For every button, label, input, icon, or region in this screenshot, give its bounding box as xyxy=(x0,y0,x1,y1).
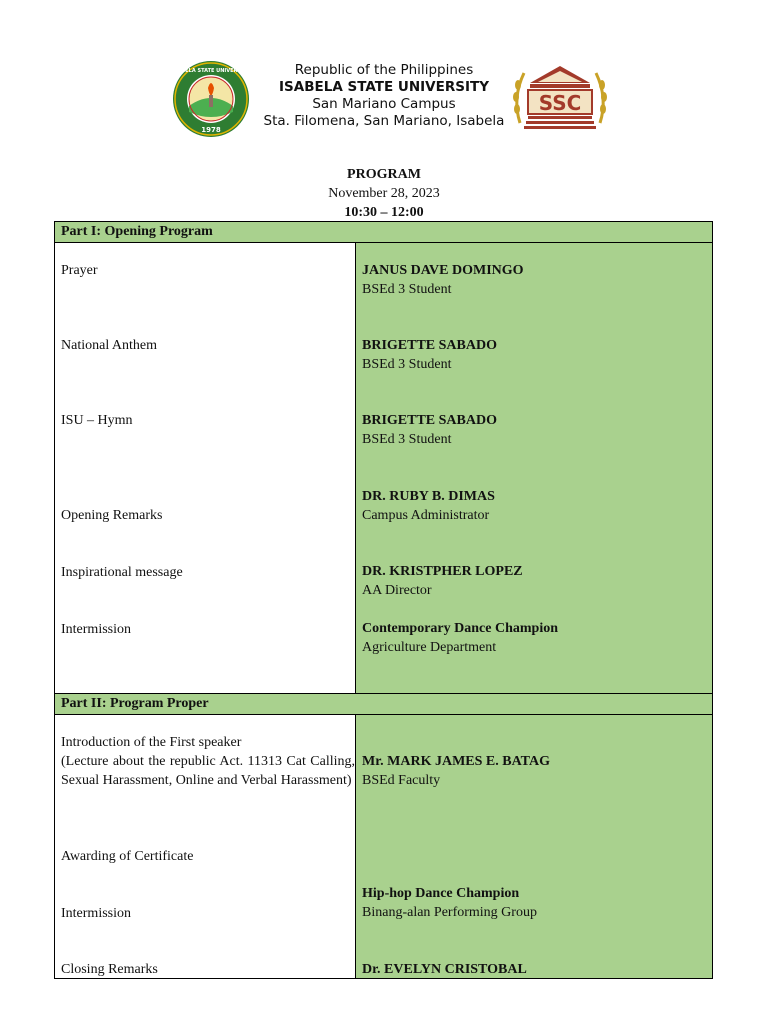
ssc-logo xyxy=(510,63,610,133)
activity-first-speaker: Introduction of the First speaker (Lecture about the republic Act. 11313 Cat Calling, Sexual Harassment, Online and Verbal Harassment) xyxy=(61,735,355,788)
part-one-presenters xyxy=(356,243,713,694)
part-two-activities xyxy=(55,715,356,979)
program-title-block xyxy=(0,165,768,222)
program-time: 10:30 – 12:00 xyxy=(344,205,424,220)
activity-intermission: Intermission xyxy=(61,622,131,637)
program-table xyxy=(54,221,713,979)
program-date: November 28, 2023 xyxy=(328,186,440,201)
activity-isu-hymn: ISU – Hymn xyxy=(61,413,133,428)
presenter-entry xyxy=(362,960,527,979)
presenter-entry xyxy=(362,336,497,374)
campus-address: Sta. Filomena, San Mariano, Isabela xyxy=(263,113,505,129)
svg-text:1978: 1978 xyxy=(201,126,221,134)
part-one-header-row xyxy=(55,222,713,243)
presenter-role: Agriculture Department xyxy=(362,640,497,655)
presenter-name: BRIGETTE SABADO xyxy=(362,413,497,428)
part-one-activities xyxy=(55,243,356,694)
activity-intermission-2: Intermission xyxy=(61,906,131,921)
presenter-role: BSEd 3 Student xyxy=(362,282,452,297)
presenter-name: Mr. MARK JAMES E. BATAG xyxy=(362,754,550,769)
isu-seal-logo xyxy=(172,60,250,138)
presenter-role: Campus Administrator xyxy=(362,508,490,523)
presenter-entry xyxy=(362,411,497,449)
presenter-entry xyxy=(362,487,495,525)
university-name: ISABELA STATE UNIVERSITY xyxy=(279,79,489,95)
presenter-name: Contemporary Dance Champion xyxy=(362,621,558,636)
activity-opening-remarks: Opening Remarks xyxy=(61,508,163,523)
republic-line: Republic of the Philippines xyxy=(294,62,474,78)
presenter-entry xyxy=(362,261,524,299)
part-two-heading: Part II: Program Proper xyxy=(55,694,713,715)
document-header xyxy=(0,60,768,140)
activity-national-anthem: National Anthem xyxy=(61,338,158,353)
presenter-role: Binang-alan Performing Group xyxy=(362,905,537,920)
activity-closing-remarks: Closing Remarks xyxy=(61,962,158,977)
part-two-presenters xyxy=(356,715,713,979)
presenter-entry xyxy=(362,562,523,600)
presenter-name: JANUS DAVE DOMINGO xyxy=(362,263,524,278)
presenter-entry xyxy=(362,884,537,922)
presenter-role: BSEd 3 Student xyxy=(362,357,452,372)
institution-text xyxy=(250,62,518,130)
presenter-role: AA Director xyxy=(362,583,432,598)
part-two-body-row xyxy=(55,715,713,979)
part-two-header-row xyxy=(55,694,713,715)
activity-awarding-certificate: Awarding of Certificate xyxy=(61,849,194,864)
presenter-name: Dr. EVELYN CRISTOBAL xyxy=(362,962,527,977)
presenter-name: DR. KRISTPHER LOPEZ xyxy=(362,564,523,579)
campus-name: San Mariano Campus xyxy=(312,96,456,112)
part-one-body-row xyxy=(55,243,713,694)
program-heading: PROGRAM xyxy=(347,167,421,182)
activity-prayer: Prayer xyxy=(61,263,98,278)
presenter-name: Hip-hop Dance Champion xyxy=(362,886,520,901)
svg-text:ISABELA STATE UNIVERSITY: ISABELA STATE UNIVERSITY xyxy=(172,68,250,74)
presenter-role: BSEd Faculty xyxy=(362,773,441,788)
presenter-role: BSEd 3 Student xyxy=(362,432,452,447)
presenter-entry xyxy=(362,752,550,790)
activity-inspirational-message: Inspirational message xyxy=(61,565,183,580)
part-one-heading: Part I: Opening Program xyxy=(55,222,713,243)
presenter-entry xyxy=(362,619,558,657)
presenter-name: DR. RUBY B. DIMAS xyxy=(362,489,495,504)
svg-text:SSC: SSC xyxy=(538,91,582,115)
presenter-name: BRIGETTE SABADO xyxy=(362,338,497,353)
